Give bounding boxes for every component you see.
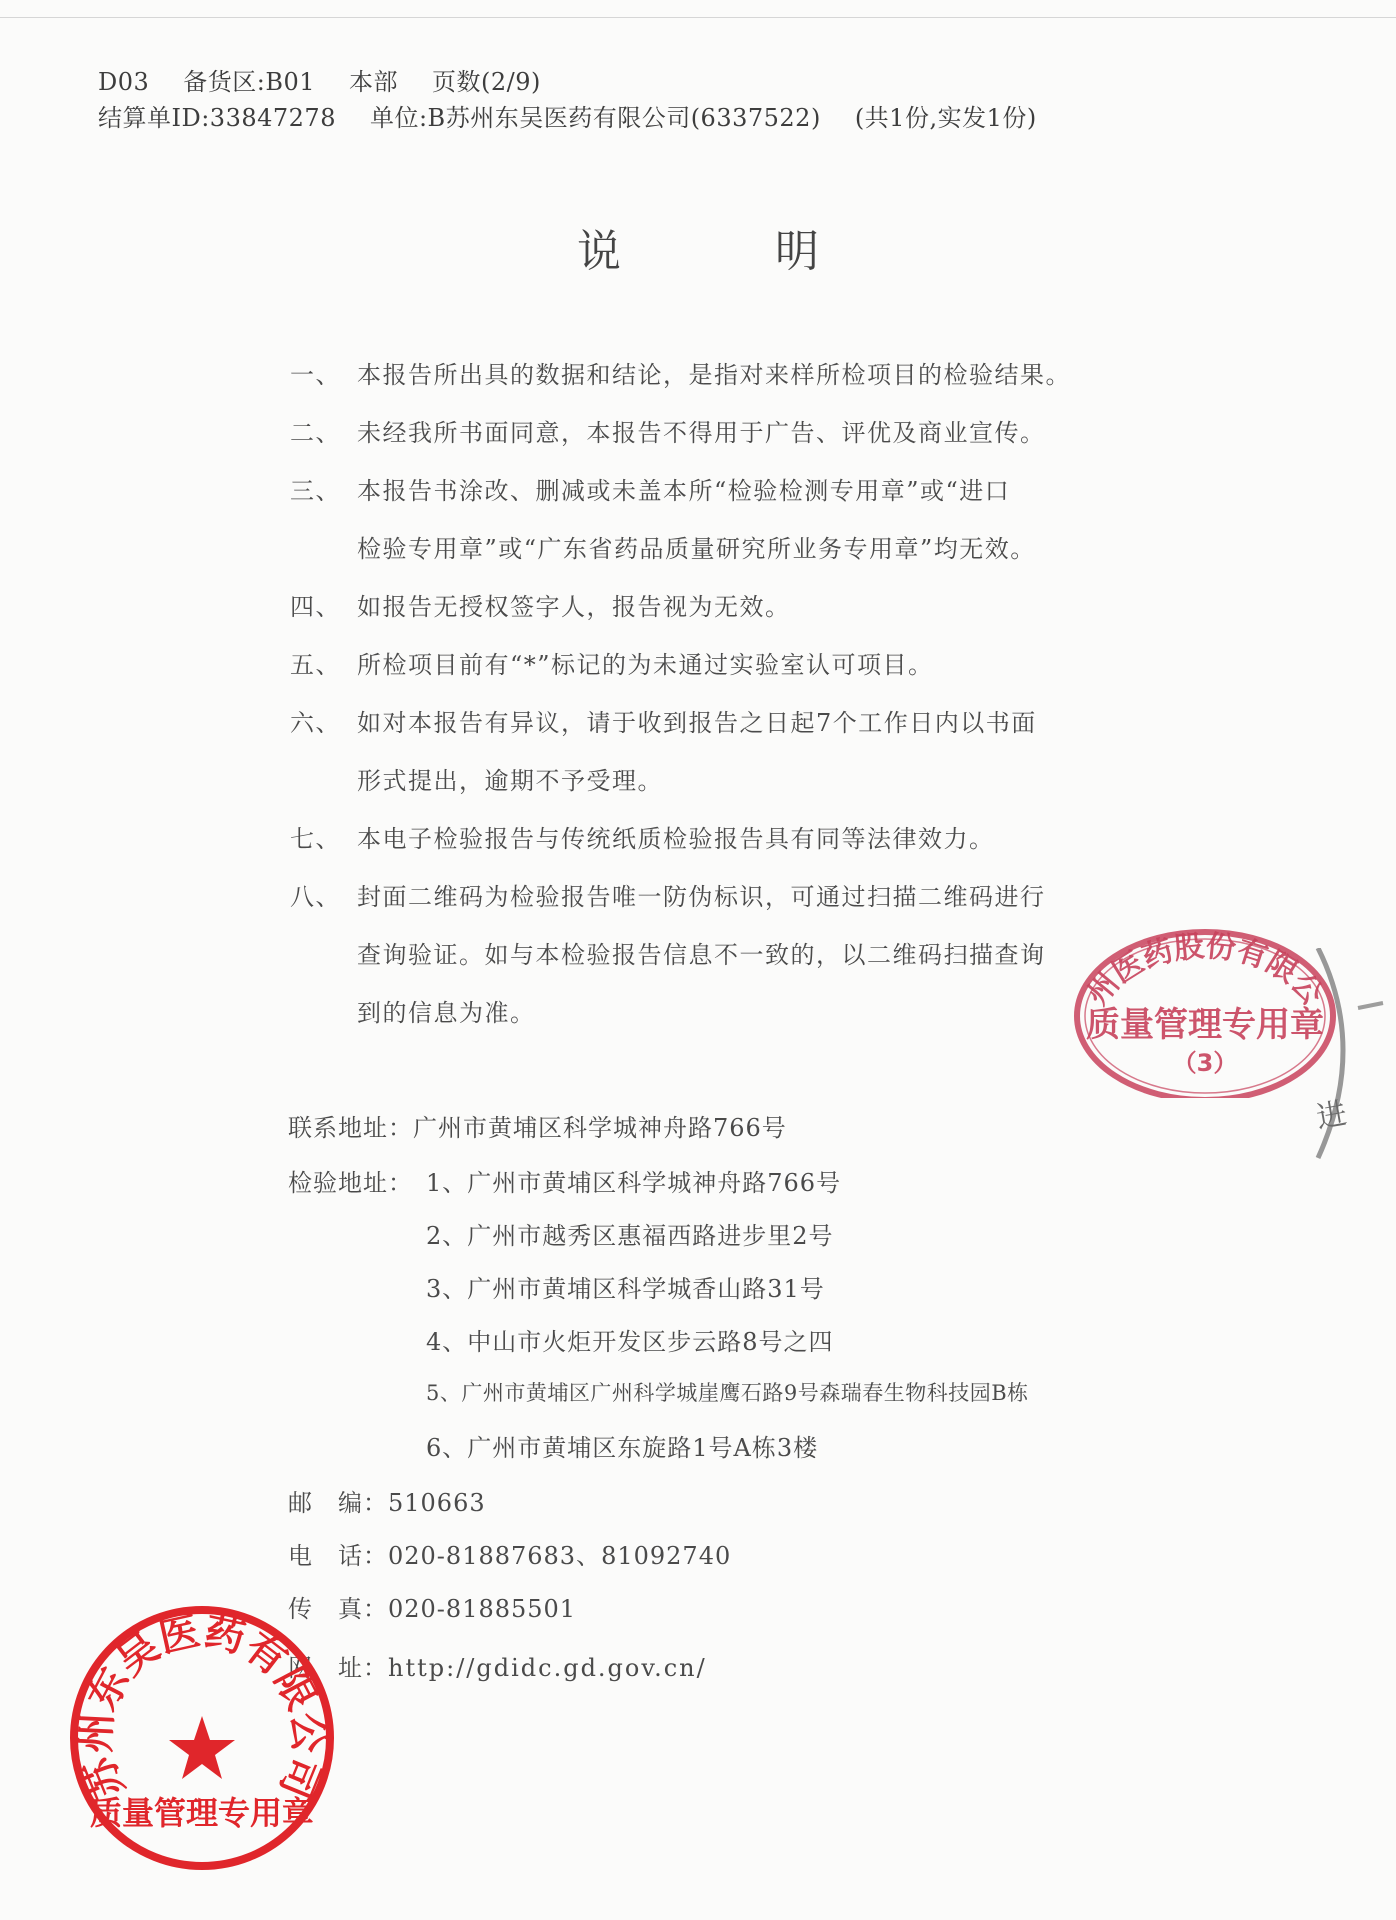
header-settlement-id: 结算单ID:33847278 <box>98 104 336 132</box>
test-address-5: 5、广州市黄埔区广州科学城崖鹰石路9号森瑞春生物科技园B栋 <box>426 1381 1029 1405</box>
item-number: 八、 <box>290 883 341 911</box>
test-address-label: 检验地址： <box>288 1169 413 1197</box>
stamp-pink-middle: 质量管理专用章 <box>1086 1005 1324 1045</box>
item-text: 所检项目前有“*”标记的为未通过实验室认可项目。 <box>357 651 934 679</box>
item-number: 四、 <box>290 593 341 621</box>
item-number: 三、 <box>290 477 341 505</box>
website-row <box>288 1648 707 1683</box>
item-text: 查询验证。如与本检验报告信息不一致的，以二维码扫描查询 <box>357 941 1046 969</box>
test-address-4: 4、中山市火炬开发区步云路8号之四 <box>426 1328 834 1356</box>
partial-stamp-edge <box>1298 948 1388 1172</box>
item-text: 检验专用章”或“广东省药品质量研究所业务专用章”均无效。 <box>357 535 1036 563</box>
website-label: 网 址： <box>288 1654 388 1682</box>
header-stock-area: 备货区:B01 <box>183 68 316 96</box>
item-text: 本电子检验报告与传统纸质检验报告具有同等法律效力。 <box>357 825 995 853</box>
item-text: 未经我所书面同意，本报告不得用于广告、评优及商业宣传。 <box>357 419 1046 447</box>
phone-label: 电 话： <box>288 1542 388 1570</box>
header-unit: 单位:B苏州东吴医药有限公司(6337522) <box>369 104 821 132</box>
postcode-row <box>288 1483 486 1518</box>
stamp-pink-top: 州医药股份有限公 <box>1080 928 1330 1013</box>
item-text: 如对本报告有异议，请于收到报告之日起7个工作日内以书面 <box>357 709 1037 737</box>
contact-address-value: 广州市黄埔区科学城神舟路766号 <box>413 1114 787 1142</box>
header-pages: 页数(2/9) <box>432 68 541 96</box>
contact-address-row <box>288 1108 787 1143</box>
top-rule <box>0 17 1396 18</box>
header-dept: 本部 <box>349 68 399 96</box>
fax-label: 传 真： <box>288 1595 388 1623</box>
company-stamp-round <box>62 1598 342 1882</box>
item-number: 六、 <box>290 709 341 737</box>
phone-value: 020-81887683、81092740 <box>388 1542 732 1570</box>
phone-row <box>288 1536 731 1571</box>
header-line-1 <box>98 62 575 97</box>
item-number: 二、 <box>290 419 341 447</box>
item-text: 封面二维码为检验报告唯一防伪标识，可通过扫描二维码进行 <box>357 883 1046 911</box>
item-text: 如报告无授权签字人，报告视为无效。 <box>357 593 791 621</box>
stamp-red-bottom: 质量管理专用章 <box>89 1794 315 1832</box>
website-value: http://gdidc.gd.gov.cn/ <box>388 1654 707 1682</box>
test-address-6: 6、广州市黄埔区东旋路1号A栋3楼 <box>426 1434 819 1462</box>
contact-address-label: 联系地址： <box>288 1114 413 1142</box>
test-address-2: 2、广州市越秀区惠福西路进步里2号 <box>426 1222 834 1250</box>
item-text: 到的信息为准。 <box>357 999 536 1027</box>
stamp-pink-bottom: （3） <box>1172 1049 1238 1077</box>
fax-value: 020-81885501 <box>388 1595 577 1623</box>
item-number: 七、 <box>290 825 341 853</box>
header-copies: (共1份,实发1份) <box>854 104 1037 132</box>
postcode-value: 510663 <box>388 1489 486 1517</box>
stamp-edge-text: 进 <box>1313 1096 1350 1136</box>
star-icon <box>169 1716 235 1779</box>
item-text: 形式提出，逾期不予受理。 <box>357 767 663 795</box>
document-title: 说 明 <box>577 226 889 277</box>
header-line-2 <box>98 98 1071 133</box>
item-text: 本报告所出具的数据和结论，是指对来样所检项目的检验结果。 <box>357 361 1071 389</box>
test-address-3: 3、广州市黄埔区科学城香山路31号 <box>426 1275 825 1303</box>
test-address-1: 1、广州市黄埔区科学城神舟路766号 <box>426 1169 842 1197</box>
header-area-code: D03 <box>98 68 150 96</box>
stamp-red-top: 苏州东吴医药有限公司 <box>73 1608 331 1805</box>
item-number: 五、 <box>290 651 341 679</box>
item-number: 一、 <box>290 361 341 389</box>
postcode-label: 邮 编： <box>288 1489 388 1517</box>
item-text: 本报告书涂改、删减或未盖本所“检验检测专用章”或“进口 <box>357 477 1011 505</box>
